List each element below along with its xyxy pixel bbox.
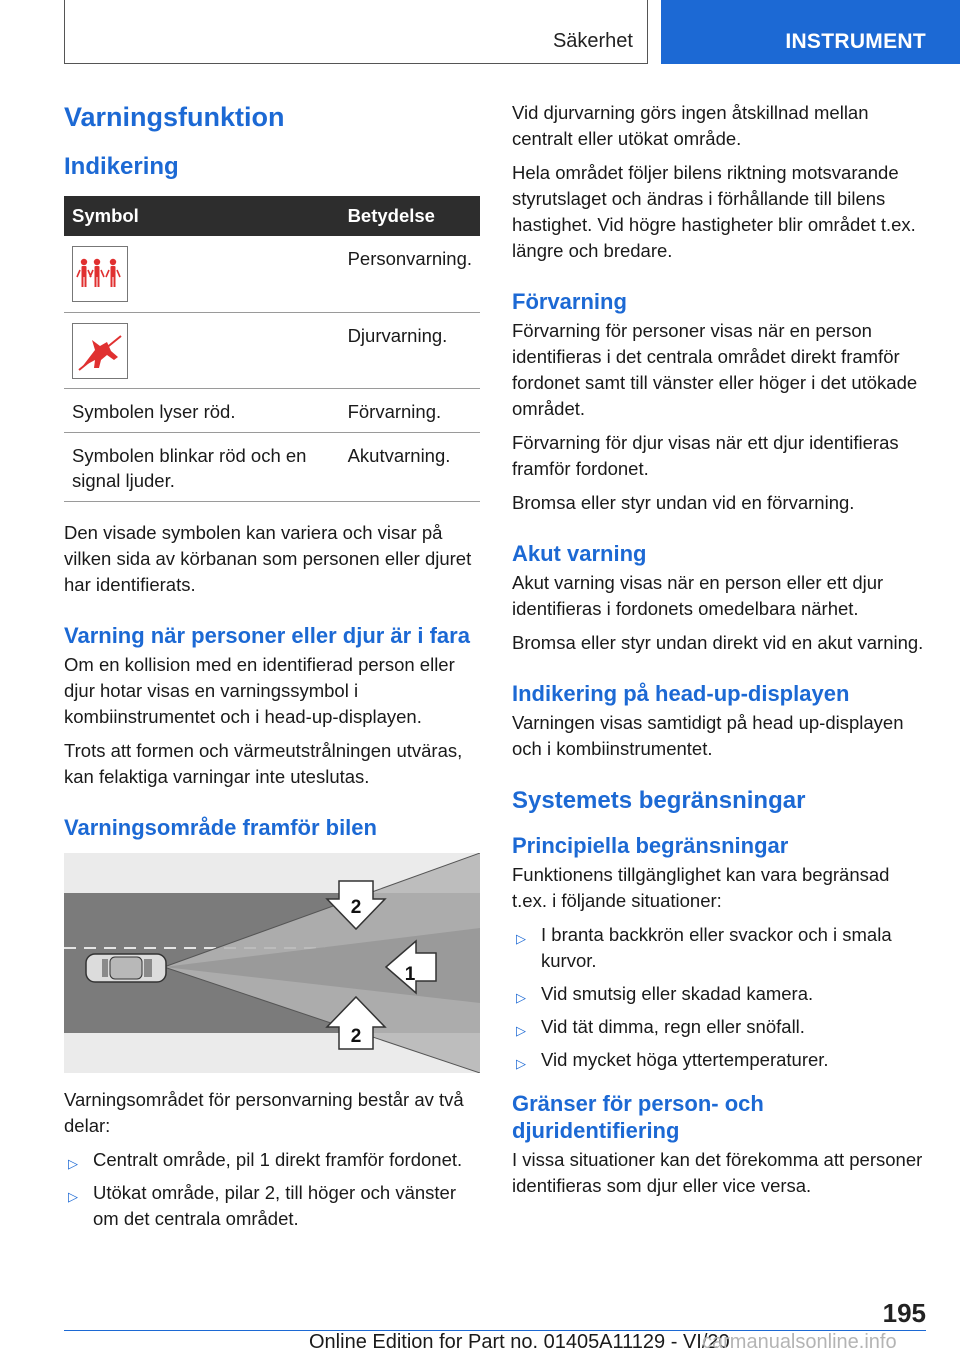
paragraph: Varningen visas samtidigt på head up-displayen och i kombiinstrumentet.	[512, 712, 904, 759]
right-column	[512, 100, 928, 1207]
table-row	[64, 236, 480, 312]
arrow-label: 2	[350, 896, 362, 918]
list-item: ▷ Vid mycket höga yttertemperaturer.	[512, 1047, 928, 1073]
list-item: ▷ I branta backkrön eller svackor och i smala kurvor.	[516, 924, 892, 971]
triangle-bullet-icon: ▷	[516, 1056, 526, 1071]
heading-systemets-begransningar: Systemets begränsningar	[512, 787, 806, 814]
table-header-symbol: Symbol	[64, 196, 340, 236]
triangle-bullet-icon: ▷	[68, 1155, 78, 1171]
footer-watermark: carmanualsonline.info	[702, 1331, 897, 1353]
table-cell-symbol: Symbolen blinkar röd och en signal ljuder.	[64, 432, 340, 501]
symbol-table	[64, 196, 480, 502]
paragraph: Varningsområdet för personvarning består av två delar:	[64, 1088, 464, 1136]
paragraph: Förvarning för personer visas när en person identifieras i det centrala området direkt framför fordonet samt till vänster eller höger i det utökade området.	[512, 320, 918, 419]
table-cell-meaning: Förvarning.	[340, 388, 480, 432]
triangle-bullet-icon: ▷	[68, 1188, 78, 1204]
page-number: 195	[882, 1298, 926, 1328]
heading-varning-fara: Varning när personer eller djur är i fara	[64, 622, 470, 648]
table-row	[64, 312, 480, 388]
paragraph: Trots att formen och värmeutstrålningen utväras, kan felaktiga varningar inte uteslutas.	[64, 739, 463, 787]
bullet-list	[512, 922, 928, 1073]
table-cell-symbol	[64, 236, 340, 312]
header-chapter-label: INSTRUMENT	[785, 30, 926, 53]
person-warning-icon	[72, 246, 128, 302]
car-icon	[86, 954, 166, 982]
paragraph: I vissa situationer kan det förekomma att personer identifieras som djur eller vice versa.	[512, 1149, 923, 1196]
left-column	[64, 100, 480, 1239]
header-chapter-tab[interactable]	[661, 0, 960, 64]
paragraph: Bromsa eller styr undan vid en förvarning.	[512, 492, 855, 513]
table-cell-symbol: Symbolen lyser röd.	[64, 388, 340, 432]
heading-granser: Gränser för person- och djuridentifiering	[512, 1091, 764, 1143]
heading-akut-varning: Akut varning	[512, 541, 647, 566]
paragraph: Den visade symbolen kan variera och visar på vilken sida av körbanan som personen eller djuret har identifierats.	[64, 521, 472, 595]
paragraph: Akut varning visas när en person eller ett djur identifieras i fordonets omedelbara närhet.	[512, 572, 884, 619]
table-row	[64, 432, 480, 501]
triangle-bullet-icon: ▷	[516, 990, 526, 1005]
table-header-row	[64, 196, 480, 236]
heading-principiella: Principiella begränsningar	[512, 833, 789, 858]
list-item: ▷ Utökat område, pilar 2, till höger och vänster om det centrala området.	[68, 1181, 456, 1229]
table-header-meaning: Betydelse	[340, 196, 480, 236]
arrow-label: 2	[350, 1025, 362, 1047]
heading-forvarning: Förvarning	[512, 289, 627, 314]
paragraph: Hela området följer bilens riktning motsvarande styrutslaget och ändras i förhållande till bilens hastighet. Vid högre hastigheter blir området t.ex. längre och bredare.	[512, 162, 916, 261]
bullet-list	[64, 1147, 480, 1232]
animal-warning-icon	[72, 323, 128, 379]
paragraph: Funktionens tillgänglighet kan vara begränsad t.ex. i följande situationer:	[512, 864, 890, 911]
paragraph: Vid djurvarning görs ingen åtskillnad mellan centralt eller utökat område.	[512, 102, 869, 149]
list-item: ▷ Vid tät dimma, regn eller snöfall.	[512, 1014, 928, 1040]
paragraph: Förvarning för djur visas när ett djur identifieras framför fordonet.	[512, 432, 899, 479]
footer-edition: Online Edition for Part no. 01405A11129 - VI/20	[309, 1331, 730, 1353]
table-cell-meaning: Djurvarning.	[340, 312, 480, 388]
page-title: Varningsfunktion	[64, 102, 285, 132]
header-section-tab[interactable]	[64, 0, 648, 64]
heading-indikering: Indikering	[64, 153, 179, 180]
list-item: ▷ Vid smutsig eller skadad kamera.	[512, 981, 928, 1007]
heading-head-up: Indikering på head-up-displayen	[512, 681, 850, 706]
table-cell-symbol	[64, 312, 340, 388]
header-section-label: Säkerhet	[552, 30, 633, 52]
arrow-label: 1	[404, 963, 416, 985]
table-cell-meaning: Akutvarning.	[340, 432, 480, 501]
warning-area-figure	[64, 853, 480, 1073]
paragraph: Om en kollision med en identifierad person eller djur hotar visas en varningssymbol i kombiinstrumentet och i head-up-displayen.	[64, 653, 455, 727]
triangle-bullet-icon: ▷	[516, 1023, 526, 1038]
table-row	[64, 388, 480, 432]
list-item: ▷ Centralt område, pil 1 direkt framför fordonet.	[64, 1147, 480, 1173]
paragraph: Bromsa eller styr undan direkt vid en akut varning.	[512, 632, 924, 653]
table-cell-meaning: Personvarning.	[340, 236, 480, 312]
triangle-bullet-icon: ▷	[516, 931, 526, 946]
heading-varningsomrade: Varningsområde framför bilen	[64, 814, 377, 840]
